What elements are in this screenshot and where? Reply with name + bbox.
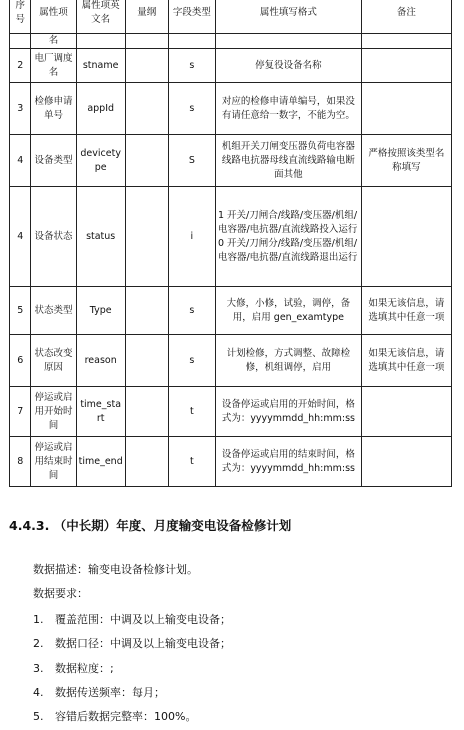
cell-name: 状态改变原因 [31,335,76,387]
cell-no: 5 [10,287,31,335]
cell-dimension [125,335,168,387]
cell-no: 4 [10,135,31,187]
requirement-number: 1. [33,613,44,626]
requirement-number: 5. [33,710,44,723]
cell-no: 3 [10,83,31,135]
cell-no: 8 [10,437,31,487]
requirement-text: 覆盖范围：中调及以上输变电设备； [55,613,231,626]
cell-en: time_end [76,437,125,487]
cell-field-type: s [168,49,215,83]
requirement-item [33,684,165,700]
header-format: 属性填写格式 [215,0,361,34]
cell-field-type: i [168,187,215,287]
cell-name: 设备状态 [31,187,76,287]
continuation-cell: 名 [31,34,76,49]
requirements-label: 数据要求： [33,587,88,600]
cell-en: Type [76,287,125,335]
table-row [10,49,452,83]
requirement-number: 2. [33,637,44,650]
header-dimension: 量纲 [125,0,168,34]
requirement-number: 4. [33,686,44,699]
cell-en: appId [76,83,125,135]
cell-field-type: s [168,83,215,135]
requirement-text: 数据传送频率：每月； [55,686,165,699]
cell-note: 如果无该信息，请选填其中任意一项 [361,287,451,335]
header-name: 属性项 [31,0,76,34]
cell-dimension [125,287,168,335]
cell-en: time_start [76,387,125,437]
cell-format: 设备停运或启用的结束时间，格式为：yyyymmdd_hh:mm:ss [215,437,361,487]
cell-format: 1 开关/刀闸合/线路/变压器/机组/电容器/电抗器/直流线路投入运行 0 开关/刀闸分/线路/变压器/机组/电容器/电抗器/直流线路退出运行 [215,187,361,287]
cell-name: 电厂调度名 [31,49,76,83]
cell-note [361,387,451,437]
table-row [10,135,452,187]
cell-field-type: s [168,287,215,335]
cell-format: 对应的检修申请单编号，如果没有请任意给一数字，不能为空。 [215,83,361,135]
attribute-table [9,0,452,487]
header-en: 属性项英文名 [76,0,125,34]
table-row [10,287,452,335]
requirement-text: 数据口径：中调及以上输变电设备； [55,637,231,650]
cell-field-type: t [168,387,215,437]
cell-dimension [125,49,168,83]
cell-format: 大修，小修，试验，调停，备用，启用 gen_examtype [215,287,361,335]
cell-no: 2 [10,49,31,83]
cell-field-type: S [168,135,215,187]
table-row [10,187,452,287]
cell-dimension [125,135,168,187]
table-row [10,83,452,135]
cell-en: devicetype [76,135,125,187]
cell-note [361,187,451,287]
cell-name: 状态类型 [31,287,76,335]
header-note: 备注 [361,0,451,34]
cell-en: reason [76,335,125,387]
requirement-item [33,611,231,627]
cell-dimension [125,187,168,287]
cell-name: 停运或启用结束时间 [31,437,76,487]
requirement-number: 3. [33,662,44,675]
cell-no: 4 [10,187,31,287]
cell-en: status [76,187,125,287]
cell-no: 6 [10,335,31,387]
cell-note: 如果无该信息，请选填其中任意一项 [361,335,451,387]
cell-format: 停复役设备名称 [215,49,361,83]
cell-name: 设备类型 [31,135,76,187]
cell-note [361,83,451,135]
table-row [10,335,452,387]
cell-note [361,437,451,487]
cell-note: 严格按照该类型名称填写 [361,135,451,187]
cell-dimension [125,387,168,437]
requirement-item [33,708,196,724]
table-row [10,387,452,437]
table-header-row [10,0,452,34]
cell-field-type: s [168,335,215,387]
cell-en: stname [76,49,125,83]
cell-field-type: t [168,437,215,487]
cell-format: 设备停运或启用的开始时间，格式为：yyyymmdd_hh:mm:ss [215,387,361,437]
requirement-text: 数据粒度：; [55,662,114,675]
requirement-item [33,660,114,676]
data-description: 数据描述：输变电设备检修计划。 [33,563,198,576]
cell-no: 7 [10,387,31,437]
header-field-type: 字段类型 [168,0,215,34]
requirement-item [33,635,231,651]
cell-format: 机组开关刀闸变压器负荷电容器线路电抗器母线直流线路输电断面其他 [215,135,361,187]
header-no: 序号 [10,0,31,34]
section-heading: 4.4.3. （中长期）年度、月度输变电设备检修计划 [9,518,292,533]
requirement-text: 容错后数据完整率：100%。 [55,710,197,723]
continuation-row [10,34,452,49]
cell-format: 计划检修，方式调整、故障检修，机组调停，启用 [215,335,361,387]
cell-name: 检修申请单号 [31,83,76,135]
cell-dimension [125,83,168,135]
cell-name: 停运或启用开始时间 [31,387,76,437]
cell-dimension [125,437,168,487]
table-row [10,437,452,487]
cell-note [361,49,451,83]
